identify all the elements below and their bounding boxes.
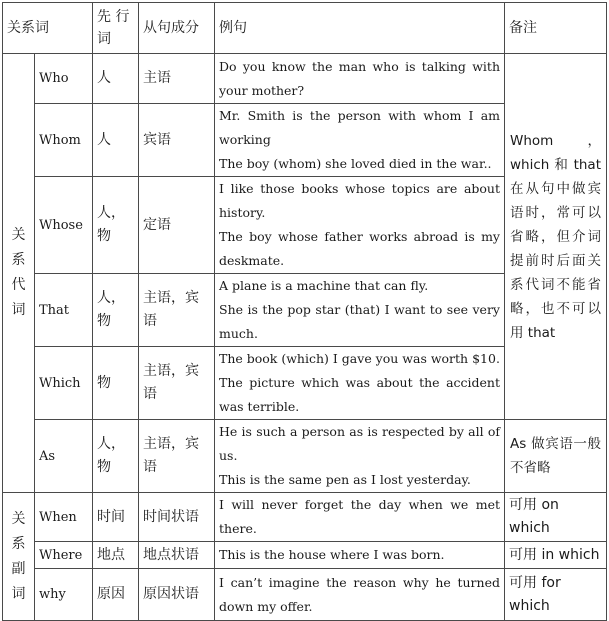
- antecedent-cell: 地点: [93, 542, 139, 569]
- note-cell: As 做宾语一般不省略: [505, 420, 607, 493]
- relative-word: When: [35, 493, 93, 542]
- example-cell: [215, 54, 505, 104]
- example-sentence: Mr. Smith is the person with whom I am working: [219, 108, 500, 147]
- note-cell: 可用 for which: [505, 569, 607, 621]
- antecedent-cell: 人，物: [93, 274, 139, 347]
- example-sentence: I can’t imagine the reason why he turned down my offer.: [219, 574, 500, 614]
- antecedent-cell: 原因: [93, 569, 139, 621]
- component-cell: 原因状语: [139, 569, 215, 621]
- example-sentence: I like those books whose topics are about history.: [219, 181, 500, 220]
- header-relation: 关系词: [3, 3, 93, 54]
- group-char: 关: [11, 510, 26, 527]
- relative-word: As: [35, 420, 93, 493]
- antecedent-cell: 人，物: [93, 177, 139, 274]
- example-cell: [215, 274, 505, 347]
- example-cell: [215, 493, 505, 542]
- group-char: 系: [11, 252, 26, 268]
- table-row: [3, 54, 607, 104]
- example-cell: [215, 569, 505, 621]
- relative-word: Whose: [35, 177, 93, 274]
- component-cell: 宾语: [139, 104, 215, 177]
- example-sentence: She is the pop star (that) I want to see very much.: [219, 302, 500, 341]
- table-row: [3, 569, 607, 621]
- component-cell: 主语，宾语: [139, 274, 215, 347]
- table-row: [3, 493, 607, 542]
- header-antecedent: 先 行 词: [93, 3, 139, 54]
- example-sentence: This is the same pen as I lost yesterday.: [219, 472, 471, 487]
- relative-word: Who: [35, 54, 93, 104]
- example-sentence: The boy whose father works abroad is my deskmate.: [219, 229, 500, 268]
- antecedent-cell: 人: [93, 54, 139, 104]
- note-cell: 可用 on which: [505, 493, 607, 542]
- example-sentence: A plane is a machine that can fly.: [219, 278, 429, 293]
- table-row: [3, 542, 607, 569]
- example-cell: [215, 177, 505, 274]
- group-char: 词: [11, 302, 26, 318]
- component-cell: 定语: [139, 177, 215, 274]
- antecedent-cell: 物: [93, 347, 139, 420]
- relative-words-table: [2, 2, 607, 621]
- example-sentence: Do you know the man who is talking with your mother?: [219, 58, 500, 98]
- component-cell: 时间状语: [139, 493, 215, 542]
- antecedent-cell: 人: [93, 104, 139, 177]
- example-cell: [215, 542, 505, 569]
- relative-word: Where: [35, 542, 93, 569]
- header-row: [3, 3, 607, 54]
- example-sentence: This is the house where I was born.: [219, 547, 445, 562]
- example-cell: [215, 420, 505, 493]
- header-component: 从句成分: [139, 3, 215, 54]
- group-char: 关: [11, 227, 26, 243]
- relative-word: why: [35, 569, 93, 621]
- header-note: 备注: [505, 3, 607, 54]
- component-cell: 主语，宾语: [139, 347, 215, 420]
- antecedent-cell: 人，物: [93, 420, 139, 493]
- example-sentence: I will never forget the day when we met there.: [219, 497, 500, 536]
- antecedent-cell: 时间: [93, 493, 139, 542]
- relative-word: That: [35, 274, 93, 347]
- group-char: 系: [11, 535, 26, 552]
- component-cell: 主语: [139, 54, 215, 104]
- example-cell: [215, 347, 505, 420]
- table-row: [3, 420, 607, 493]
- example-sentence: The book (which) I gave you was worth $10.: [219, 351, 500, 366]
- group-label-adverbs: [3, 493, 35, 621]
- group-char: 代: [11, 277, 26, 293]
- component-cell: 地点状语: [139, 542, 215, 569]
- example-sentence: The picture which was about the accident was terrible.: [219, 375, 500, 414]
- relative-word: Whom: [35, 104, 93, 177]
- header-example: 例句: [215, 3, 505, 54]
- example-cell: [215, 104, 505, 177]
- group-label-pronouns: [3, 54, 35, 493]
- component-cell: 主语，宾语: [139, 420, 215, 493]
- group-char: 词: [11, 585, 26, 602]
- group-char: 副: [11, 560, 26, 577]
- example-sentence: He is such a person as is respected by all of us.: [219, 424, 500, 463]
- merged-note: Whom，which 和 that 在从句中做宾语时，常可以省略，但介词提前时后面关系代词不能省略，也不可以用 that: [505, 54, 607, 420]
- note-cell: 可用 in which: [505, 542, 607, 569]
- example-sentence: The boy (whom) she loved died in the war..: [219, 156, 492, 171]
- relative-word: Which: [35, 347, 93, 420]
